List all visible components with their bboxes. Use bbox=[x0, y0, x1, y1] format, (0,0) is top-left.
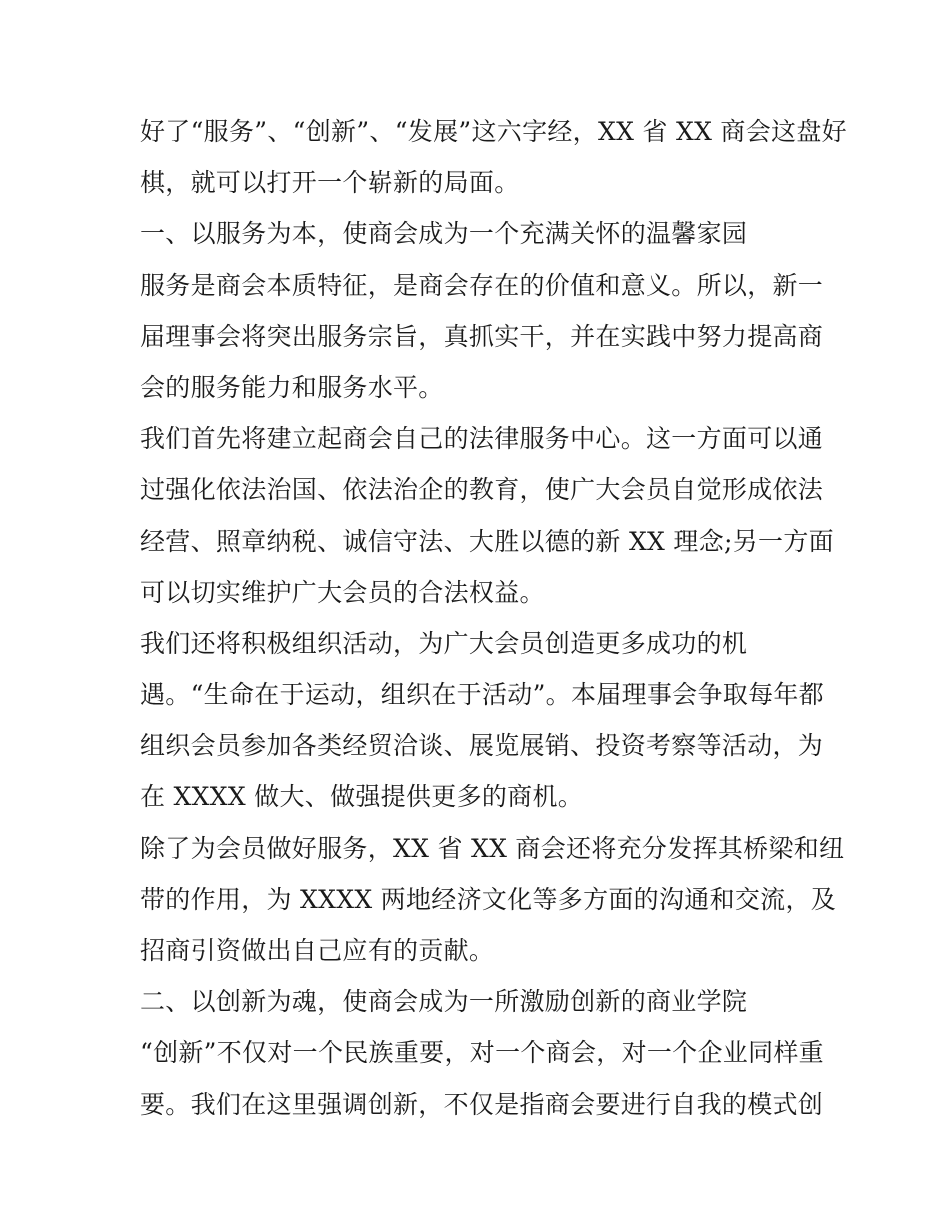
text-line: 届理事会将突出服务宗旨，真抓实干，并在实践中努力提高商 bbox=[140, 321, 824, 351]
text-line: 除了为会员做好服务，XX 省 XX 商会还将充分发挥其桥梁和纽 bbox=[140, 833, 845, 863]
text-line: 要。我们在这里强调创新，不仅是指商会要进行自我的模式创 bbox=[140, 1089, 824, 1119]
text-line: 经营、照章纳税、诚信守法、大胜以德的新 XX 理念;另一方面 bbox=[140, 526, 834, 556]
text-line: 组织会员参加各类经贸洽谈、展览展销、投资考察等活动，为 bbox=[140, 731, 824, 761]
text-line: 带的作用，为 XXXX 两地经济文化等多方面的沟通和交流，及 bbox=[140, 884, 837, 914]
text-line: 服务是商会本质特征，是商会存在的价值和意义。所以，新一 bbox=[140, 270, 824, 300]
text-line: 遇。“生命在于运动，组织在于活动”。本届理事会争取每年都 bbox=[140, 680, 824, 710]
section-heading: 一、以服务为本，使商会成为一个充满关怀的温馨家园 bbox=[140, 219, 748, 249]
text-line: 会的服务能力和服务水平。 bbox=[140, 372, 444, 402]
text-line: 在 XXXX 做大、做强提供更多的商机。 bbox=[140, 782, 584, 812]
text-line: 招商引资做出自己应有的贡献。 bbox=[140, 936, 495, 965]
text-line: 好了“服务”、“创新”、“发展”这六字经，XX 省 XX 商会这盘好 bbox=[140, 117, 847, 146]
text-line: 可以切实维护广大会员的合法权益。 bbox=[140, 577, 545, 607]
section-heading: 二、以创新为魂，使商会成为一所激励创新的商业学院 bbox=[140, 987, 748, 1017]
text-line: 棋，就可以打开一个崭新的局面。 bbox=[140, 168, 520, 198]
text-line: 我们还将积极组织活动，为广大会员创造更多成功的机 bbox=[140, 628, 748, 658]
body-text bbox=[140, 106, 847, 1130]
text-line: “创新”不仅对一个民族重要，对一个商会，对一个企业同样重 bbox=[140, 1038, 824, 1068]
text-line: 我们首先将建立起商会自己的法律服务中心。这一方面可以通 bbox=[140, 424, 824, 454]
text-line: 过强化依法治国、依法治企的教育，使广大会员自觉形成依法 bbox=[140, 475, 824, 505]
